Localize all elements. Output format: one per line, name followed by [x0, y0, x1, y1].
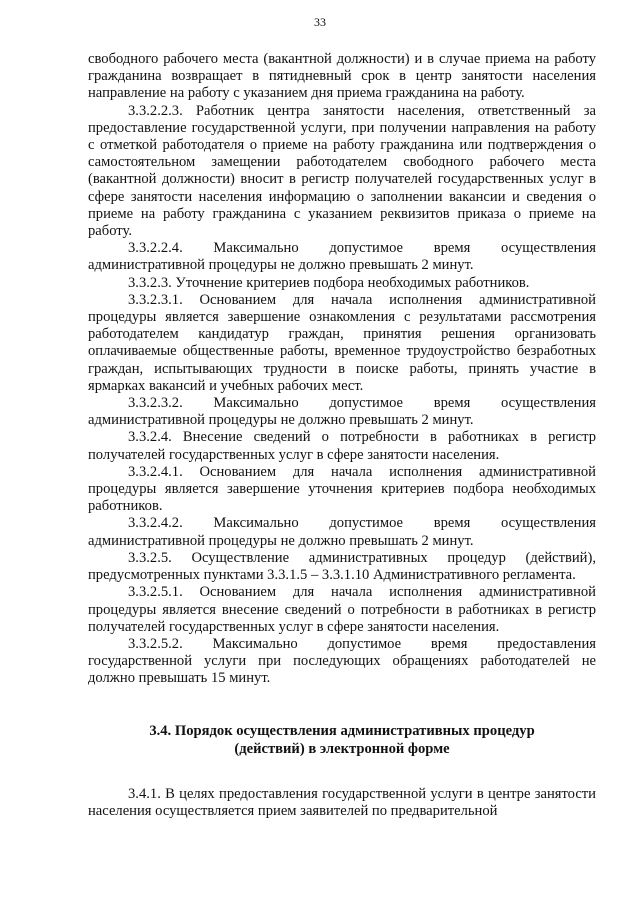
paragraph: свободного рабочего места (вакантной должности) и в случае приема на работу гражданина возвращает в пятидневный срок в центр занятости населения направление на работу с указанием дня приема гражданина на работу.: [88, 51, 596, 102]
paragraph: 3.3.2.3.1. Основанием для начала исполнения административной процедуры является завершение ознакомления с результатами рассмотрения работодателем кандидатур граждан, принятия решения организовать оплачиваемые общественные работы, временное трудоустройство безработных граждан, испытывающих трудности в поиске работы, принять участие в ярмарках вакансий и учебных рабочих мест.: [88, 291, 596, 394]
paragraph: 3.4.1. В целях предоставления государственной услуги в центре занятости населения осуществляется прием заявителей по предварительной: [88, 785, 596, 819]
paragraph: 3.3.2.4.1. Основанием для начала исполнения административной процедуры является завершение уточнения критериев подбора необходимых работников.: [88, 463, 596, 515]
paragraph: 3.3.2.5.1. Основанием для начала исполнения административной процедуры является внесение сведений о потребности в работниках в регистр получателей государственных услуг в сфере занятости населения.: [88, 584, 596, 635]
section-heading-line: (действий) в электронной форме: [234, 740, 450, 757]
paragraph: 3.3.2.5.2. Максимально допустимое время предоставления государственной услуги при последующих обращениях работодателей не должно превышать 15 минут.: [88, 635, 596, 687]
paragraph: 3.3.2.5. Осуществление административных процедур (действий), предусмотренных пунктами 3.3.1.5 – 3.3.1.10 Административного регламента.: [88, 549, 596, 584]
paragraph: 3.3.2.4. Внесение сведений о потребности в работниках в регистр получателей государственных услуг в сфере занятости населения.: [88, 429, 596, 463]
section-heading: [88, 722, 596, 758]
paragraph: 3.3.2.2.4. Максимально допустимое время осуществления административной процедуры не должно превышать 2 минут.: [88, 240, 596, 274]
paragraph: 3.3.2.3.2. Максимально допустимое время осуществления административной процедуры не должно превышать 2 минут.: [88, 395, 596, 429]
page-body: [88, 51, 596, 820]
paragraph: 3.3.2.2.3. Работник центра занятости населения, ответственный за предоставление государственной услуги, при получении направления на работу с отметкой работодателя о приеме на работу гражданина или подтверждения о самостоятельном замещении работодателем свободного рабочего места (вакантной должности) вносит в регистр получателей государственных услуг в сфере занятости населения информацию о заполнении вакансии и сведения о приеме на работу гражданина с указанием реквизитов приказа о приеме на работу.: [88, 102, 596, 240]
page-number: 33: [314, 15, 326, 29]
paragraph: 3.3.2.4.2. Максимально допустимое время осуществления административной процедуры не должно превышать 2 минут.: [88, 515, 596, 549]
section-heading-line: 3.4. Порядок осуществления административных процедур: [149, 722, 535, 739]
paragraph: 3.3.2.3. Уточнение критериев подбора необходимых работников.: [128, 274, 530, 291]
